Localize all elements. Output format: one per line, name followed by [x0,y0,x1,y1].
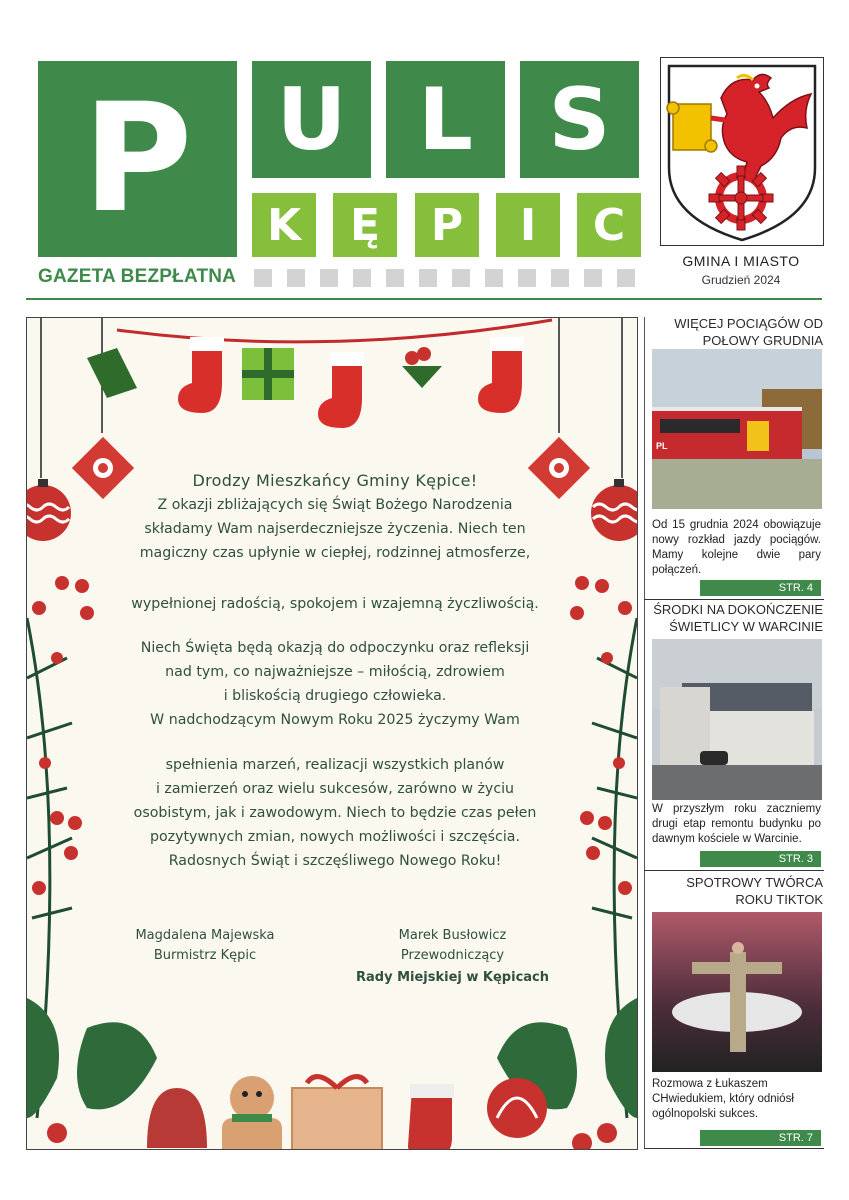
sidebar-separator [644,1148,824,1149]
coat-of-arms [660,57,824,246]
article-summary: Rozmowa z Łukaszem CHwiedukiem, który odniósł ogólnopolski sukces. [652,1078,794,1120]
article-photo [652,912,822,1072]
article-summary: Od 15 grudnia 2024 obowiązuje nowy rozkład jazdy pociągów. Mamy kolejne dwie pary połączeń. [652,519,821,576]
greeting-heading: Drodzy Mieszkańcy Gminy Kępice! [192,471,478,490]
article-photo [652,349,822,509]
signature-role: Burmistrz Kępic [153,948,257,963]
subtitle-letter-e: Ę [333,193,397,257]
greeting-line: Z okazji zbliżających się Świąt Bożego Narodzenia [157,497,513,513]
subtitle-letter-i: I [496,193,560,257]
article-title: SPOTROWY TWÓRCA ROKU TIKTOK [686,875,823,907]
signature-right [340,926,565,988]
subtitle-letter-c: C [577,193,641,257]
article-title: WIĘCEJ POCIĄGÓW OD POŁOWY GRUDNIA [674,316,823,348]
article-title: ŚRODKI NA DOKOŃCZENIE ŚWIETLICY W WARCINIE [653,602,823,634]
signature-role: Przewodniczący [400,948,505,963]
greeting-line: spełnienia marzeń, realizacji wszystkich planów [165,757,505,773]
greeting-line: W nadchodzącym Nowym Roku 2025 życzymy Wam [150,712,520,728]
signature-name: Magdalena Majewska [135,928,275,943]
christmas-decoration-icon [27,318,637,1149]
title-letter-s: S [520,61,639,178]
page-link[interactable]: STR. 7 [700,1130,821,1146]
title-letter-l: L [386,61,505,178]
title-letter-u: U [252,61,371,178]
subtitle-letter-k: K [252,193,316,257]
article-summary: W przyszłym roku zaczniemy drugi etap remontu budynku po dawnym kościele w Warcinie. [652,803,821,845]
greeting-line: składamy Wam najserdeczniejsze życzenia. Niech ten [144,521,526,537]
masthead-divider [26,298,822,300]
greeting-line: wypełnionej radością, spokojem i wzajemną życzliwością. [131,596,539,612]
issue-date: Grudzień 2024 [701,273,781,287]
greeting-line: i bliskością drugiego człowieka. [223,688,447,704]
title-letter-p: P [38,61,237,257]
greeting-line: Niech Święta będą okazją do odpoczynku oraz refleksji [140,640,530,656]
sidebar-divider [644,317,645,1148]
greeting-line: magiczny czas upłynie w ciepłej, rodzinnej atmosferze, [139,545,531,561]
tagline: GAZETA BEZPŁATNA [38,266,237,287]
signature-name: Marek Busłowicz [398,928,507,943]
greeting-line: pozytywnych zmian, nowych możliwości i szczęścia. [149,829,521,845]
greeting-card [26,317,638,1150]
municipality-label: GMINA I MIASTO [682,253,800,269]
greeting-line: nad tym, co najważniejsze – miłością, zdrowiem [165,664,505,680]
greeting-line: osobistym, jak i zawodowym. Niech to będzie czas pełen [133,805,537,821]
griffin-emblem-icon [661,58,823,245]
signature-role: Rady Miejskiej w Kępicach [355,970,550,985]
sidebar-separator [644,599,824,600]
greeting-line: i zamierzeń oraz wielu sukcesów, zarówno w życiu [155,781,515,797]
page-link[interactable]: STR. 3 [700,851,821,867]
page-link[interactable]: STR. 4 [700,580,821,596]
train-logo: PL [656,441,668,451]
article-photo [652,639,822,800]
subtitle-letter-p: P [415,193,479,257]
signature-left [110,926,300,966]
greeting-line: Radosnych Świąt i szczęśliwego Nowego Roku! [168,853,502,869]
sidebar-separator [644,870,824,871]
